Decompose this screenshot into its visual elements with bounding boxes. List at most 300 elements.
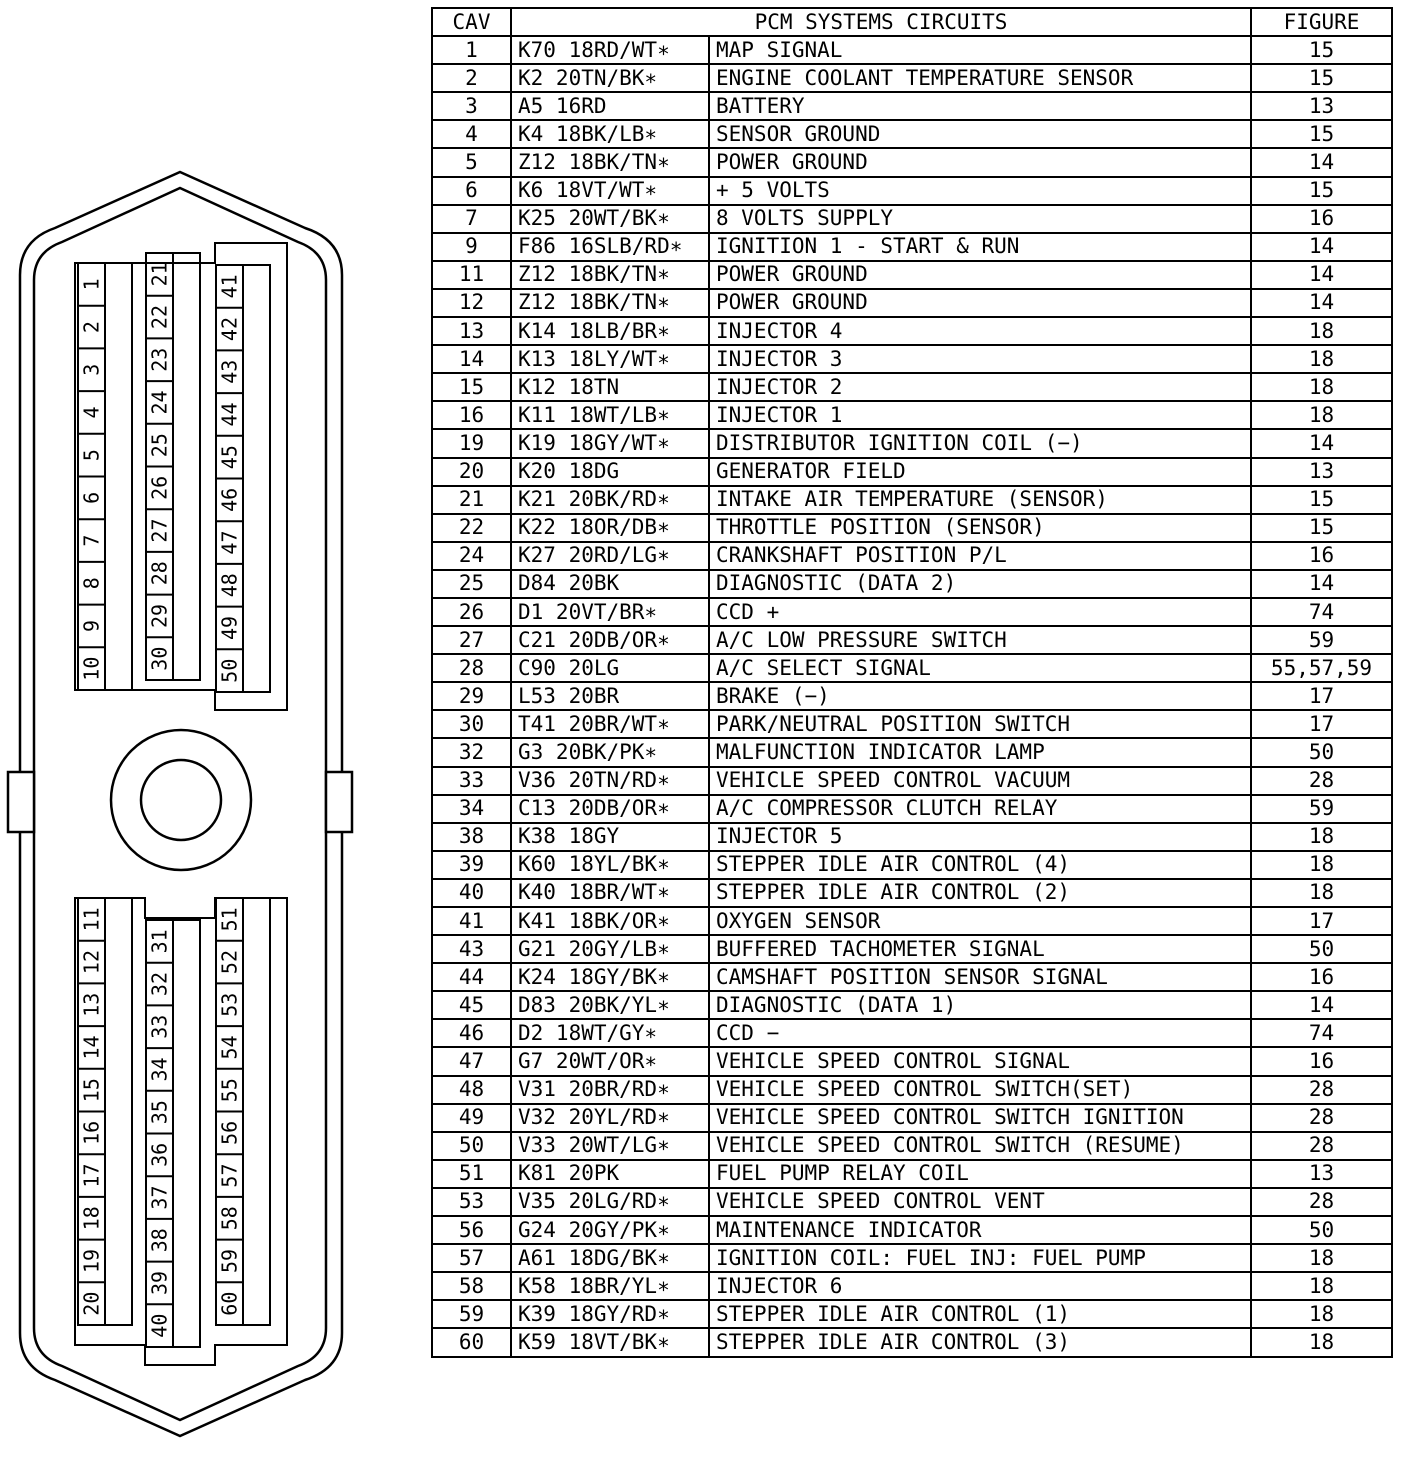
cell-figure: 18 — [1251, 1272, 1392, 1300]
cell-cav: 59 — [432, 1300, 511, 1328]
cell-wire-code: K22 18OR/DB∗ — [511, 514, 709, 542]
cell-circuit-description: CAMSHAFT POSITION SENSOR SIGNAL — [709, 963, 1251, 991]
table-row — [432, 177, 1392, 205]
cell-cav: 13 — [432, 317, 511, 345]
cavity-number-label: 34 — [147, 1057, 172, 1082]
cell-circuit-description: INTAKE AIR TEMPERATURE (SENSOR) — [709, 486, 1251, 514]
cell-circuit-description: INJECTOR 5 — [709, 823, 1251, 851]
cell-cav: 30 — [432, 710, 511, 738]
cell-wire-code: K19 18GY/WT∗ — [511, 429, 709, 457]
cavity-number-label: 50 — [217, 658, 242, 683]
table-row — [432, 1104, 1392, 1132]
cell-circuit-description: MAINTENANCE INDICATOR — [709, 1216, 1251, 1244]
table-row — [432, 233, 1392, 261]
cavity-number-label: 54 — [217, 1035, 242, 1060]
cell-wire-code: C13 20DB/OR∗ — [511, 795, 709, 823]
pin-block-bottom — [75, 898, 287, 1365]
cell-wire-code: V32 20YL/RD∗ — [511, 1104, 709, 1132]
cavity-number-label: 42 — [217, 317, 242, 342]
cell-circuit-description: A/C LOW PRESSURE SWITCH — [709, 626, 1251, 654]
cell-cav: 29 — [432, 682, 511, 710]
cell-circuit-description: INJECTOR 6 — [709, 1272, 1251, 1300]
cell-circuit-description: PARK/NEUTRAL POSITION SWITCH — [709, 710, 1251, 738]
table-row — [432, 907, 1392, 935]
table-row — [432, 935, 1392, 963]
pin-block-outline — [75, 243, 287, 710]
cell-figure: 18 — [1251, 1300, 1392, 1328]
cell-cav: 22 — [432, 514, 511, 542]
table-row — [432, 1188, 1392, 1216]
cell-circuit-description: VEHICLE SPEED CONTROL SWITCH(SET) — [709, 1076, 1251, 1104]
cell-circuit-description: DIAGNOSTIC (DATA 1) — [709, 991, 1251, 1019]
cavity-number-label: 9 — [79, 619, 104, 632]
cavity-number-label: 49 — [217, 615, 242, 640]
cell-figure: 74 — [1251, 598, 1392, 626]
cell-wire-code: K40 18BR/WT∗ — [511, 879, 709, 907]
cell-circuit-description: STEPPER IDLE AIR CONTROL (1) — [709, 1300, 1251, 1328]
cell-wire-code: A61 18DG/BK∗ — [511, 1244, 709, 1272]
cell-figure: 14 — [1251, 570, 1392, 598]
cell-wire-code: L53 20BR — [511, 682, 709, 710]
table-row — [432, 1272, 1392, 1300]
cell-wire-code: K25 20WT/BK∗ — [511, 205, 709, 233]
cavity-number-label: 40 — [147, 1313, 172, 1338]
cell-circuit-description: FUEL PUMP RELAY COIL — [709, 1160, 1251, 1188]
cell-wire-code: T41 20BR/WT∗ — [511, 710, 709, 738]
cell-cav: 19 — [432, 429, 511, 457]
cell-cav: 32 — [432, 738, 511, 766]
header-pcm-systems-circuits: PCM SYSTEMS CIRCUITS — [511, 8, 1251, 36]
table-row — [432, 205, 1392, 233]
cell-figure: 15 — [1251, 64, 1392, 92]
cell-figure: 50 — [1251, 935, 1392, 963]
cell-wire-code: G7 20WT/OR∗ — [511, 1047, 709, 1075]
table-row — [432, 1047, 1392, 1075]
cell-figure: 14 — [1251, 429, 1392, 457]
cavity-number-label: 5 — [79, 449, 104, 462]
cell-figure: 28 — [1251, 1104, 1392, 1132]
cavity-number-label: 13 — [79, 992, 104, 1017]
cell-wire-code: K6 18VT/WT∗ — [511, 177, 709, 205]
cavity-number-label: 60 — [217, 1291, 242, 1316]
cell-circuit-description: INJECTOR 1 — [709, 401, 1251, 429]
cavity-number-label: 8 — [79, 577, 104, 590]
cell-cav: 51 — [432, 1160, 511, 1188]
pin-block-outline — [75, 898, 287, 1365]
cell-wire-code: K70 18RD/WT∗ — [511, 36, 709, 64]
table-row — [432, 514, 1392, 542]
cell-circuit-description: STEPPER IDLE AIR CONTROL (3) — [709, 1328, 1251, 1356]
cell-figure: 18 — [1251, 317, 1392, 345]
cavity-number-label: 28 — [147, 561, 172, 586]
cell-wire-code: Z12 18BK/TN∗ — [511, 289, 709, 317]
table-row — [432, 851, 1392, 879]
table-row — [432, 682, 1392, 710]
cell-figure: 16 — [1251, 205, 1392, 233]
cell-cav: 40 — [432, 879, 511, 907]
cell-cav: 24 — [432, 542, 511, 570]
cavity-number-label: 57 — [217, 1163, 242, 1188]
cell-cav: 53 — [432, 1188, 511, 1216]
cavity-number-label: 45 — [217, 445, 242, 470]
cavity-number-label: 7 — [79, 534, 104, 547]
cell-figure: 13 — [1251, 1160, 1392, 1188]
cell-wire-code: K4 18BK/LB∗ — [511, 120, 709, 148]
cavity-number-label: 43 — [217, 359, 242, 384]
cell-cav: 34 — [432, 795, 511, 823]
cell-circuit-description: THROTTLE POSITION (SENSOR) — [709, 514, 1251, 542]
table-row — [432, 823, 1392, 851]
cavity-number-label: 4 — [79, 406, 104, 419]
cell-circuit-description: 8 VOLTS SUPPLY — [709, 205, 1251, 233]
cell-circuit-description: SENSOR GROUND — [709, 120, 1251, 148]
cavity-number-label: 22 — [147, 305, 172, 330]
cell-circuit-description: INJECTOR 2 — [709, 373, 1251, 401]
cell-cav: 44 — [432, 963, 511, 991]
table-row — [432, 401, 1392, 429]
cavity-number-label: 59 — [217, 1248, 242, 1273]
table-row — [432, 373, 1392, 401]
cell-figure: 18 — [1251, 1328, 1392, 1356]
cell-wire-code: K14 18LB/BR∗ — [511, 317, 709, 345]
cell-cav: 26 — [432, 598, 511, 626]
cell-figure: 74 — [1251, 1019, 1392, 1047]
cell-circuit-description: MALFUNCTION INDICATOR LAMP — [709, 738, 1251, 766]
pin-assignment-table — [431, 7, 1393, 1358]
cell-wire-code: G24 20GY/PK∗ — [511, 1216, 709, 1244]
connector-housing — [8, 172, 352, 1436]
table-row — [432, 795, 1392, 823]
cell-figure: 15 — [1251, 36, 1392, 64]
table-row — [432, 1216, 1392, 1244]
table-row — [432, 654, 1392, 682]
table-row — [432, 345, 1392, 373]
cell-circuit-description: POWER GROUND — [709, 261, 1251, 289]
cell-cav: 43 — [432, 935, 511, 963]
cavity-number-label: 55 — [217, 1078, 242, 1103]
cavity-number-label: 36 — [147, 1142, 172, 1167]
table-header-row — [432, 8, 1392, 36]
cell-wire-code: K12 18TN — [511, 373, 709, 401]
cell-circuit-description: POWER GROUND — [709, 289, 1251, 317]
cell-cav: 38 — [432, 823, 511, 851]
cavity-number-label: 10 — [79, 656, 104, 681]
cell-cav: 7 — [432, 205, 511, 233]
cell-figure: 13 — [1251, 458, 1392, 486]
cell-wire-code: A5 16RD — [511, 92, 709, 120]
cavity-number-label: 47 — [217, 530, 242, 555]
cavity-number-label: 53 — [217, 992, 242, 1017]
side-latch-right — [326, 772, 352, 832]
table-row — [432, 1244, 1392, 1272]
cell-figure: 28 — [1251, 1188, 1392, 1216]
cell-wire-code: Z12 18BK/TN∗ — [511, 148, 709, 176]
table-row — [432, 710, 1392, 738]
cavity-number-label: 25 — [147, 433, 172, 458]
cell-circuit-description: A/C COMPRESSOR CLUTCH RELAY — [709, 795, 1251, 823]
cell-wire-code: F86 16SLB/RD∗ — [511, 233, 709, 261]
cavity-number-label: 17 — [79, 1163, 104, 1188]
cell-circuit-description: GENERATOR FIELD — [709, 458, 1251, 486]
cell-circuit-description: IGNITION 1 - START & RUN — [709, 233, 1251, 261]
table-row — [432, 486, 1392, 514]
cell-cav: 5 — [432, 148, 511, 176]
cell-figure: 14 — [1251, 233, 1392, 261]
cell-cav: 58 — [432, 1272, 511, 1300]
cavity-number-label: 18 — [79, 1206, 104, 1231]
cell-wire-code: D1 20VT/BR∗ — [511, 598, 709, 626]
cell-figure: 15 — [1251, 514, 1392, 542]
cell-wire-code: K81 20PK — [511, 1160, 709, 1188]
cell-circuit-description: VEHICLE SPEED CONTROL SWITCH (RESUME) — [709, 1132, 1251, 1160]
table-body — [432, 36, 1392, 1356]
cavity-number-label: 33 — [147, 1014, 172, 1039]
cell-figure: 28 — [1251, 767, 1392, 795]
cavity-number-label: 1 — [79, 278, 104, 291]
cell-figure: 13 — [1251, 92, 1392, 120]
cell-cav: 20 — [432, 458, 511, 486]
table-row — [432, 991, 1392, 1019]
cell-cav: 33 — [432, 767, 511, 795]
table-row — [432, 458, 1392, 486]
cell-wire-code: D2 18WT/GY∗ — [511, 1019, 709, 1047]
table-row — [432, 738, 1392, 766]
cavity-number-label: 51 — [217, 907, 242, 932]
cell-cav: 49 — [432, 1104, 511, 1132]
cavity-number-label: 14 — [79, 1035, 104, 1060]
cell-wire-code: G3 20BK/PK∗ — [511, 738, 709, 766]
cell-circuit-description: INJECTOR 4 — [709, 317, 1251, 345]
cell-cav: 47 — [432, 1047, 511, 1075]
cell-figure: 18 — [1251, 879, 1392, 907]
cell-circuit-description: STEPPER IDLE AIR CONTROL (4) — [709, 851, 1251, 879]
cell-figure: 59 — [1251, 795, 1392, 823]
table-row — [432, 570, 1392, 598]
cell-figure: 18 — [1251, 823, 1392, 851]
cavity-number-label: 21 — [147, 262, 172, 287]
table-row — [432, 1328, 1392, 1356]
cavity-number-label: 44 — [217, 402, 242, 427]
table-row — [432, 767, 1392, 795]
cavity-number-label: 58 — [217, 1206, 242, 1231]
cell-circuit-description: VEHICLE SPEED CONTROL SIGNAL — [709, 1047, 1251, 1075]
cavity-number-label: 56 — [217, 1120, 242, 1145]
cell-figure: 18 — [1251, 1244, 1392, 1272]
cell-wire-code: K24 18GY/BK∗ — [511, 963, 709, 991]
cavity-number-label: 30 — [147, 646, 172, 671]
cell-wire-code: V36 20TN/RD∗ — [511, 767, 709, 795]
table-row — [432, 289, 1392, 317]
cavity-number-label: 3 — [79, 363, 104, 376]
cell-figure: 59 — [1251, 626, 1392, 654]
cell-circuit-description: VEHICLE SPEED CONTROL SWITCH IGNITION — [709, 1104, 1251, 1132]
cavity-number-label: 15 — [79, 1078, 104, 1103]
cell-cav: 2 — [432, 64, 511, 92]
cell-circuit-description: ENGINE COOLANT TEMPERATURE SENSOR — [709, 64, 1251, 92]
cell-figure: 16 — [1251, 963, 1392, 991]
table-row — [432, 963, 1392, 991]
cell-wire-code: D84 20BK — [511, 570, 709, 598]
cell-circuit-description: CRANKSHAFT POSITION P/L — [709, 542, 1251, 570]
cavity-number-label: 52 — [217, 950, 242, 975]
cell-circuit-description: VEHICLE SPEED CONTROL VENT — [709, 1188, 1251, 1216]
cell-wire-code: Z12 18BK/TN∗ — [511, 261, 709, 289]
side-latch-left — [8, 772, 34, 832]
cell-figure: 18 — [1251, 851, 1392, 879]
table-row — [432, 429, 1392, 457]
cell-figure: 28 — [1251, 1076, 1392, 1104]
cell-wire-code: K38 18GY — [511, 823, 709, 851]
table-row — [432, 317, 1392, 345]
table-row — [432, 36, 1392, 64]
cell-figure: 15 — [1251, 120, 1392, 148]
cell-cav: 11 — [432, 261, 511, 289]
table-row — [432, 148, 1392, 176]
cell-cav: 16 — [432, 401, 511, 429]
cell-cav: 4 — [432, 120, 511, 148]
cell-figure: 14 — [1251, 289, 1392, 317]
cavity-number-label: 31 — [147, 929, 172, 954]
cell-cav: 28 — [432, 654, 511, 682]
cell-figure: 55,57,59 — [1251, 654, 1392, 682]
cell-cav: 46 — [432, 1019, 511, 1047]
cavity-number-label: 41 — [217, 274, 242, 299]
table-row — [432, 64, 1392, 92]
cell-circuit-description: STEPPER IDLE AIR CONTROL (2) — [709, 879, 1251, 907]
cell-wire-code: V35 20LG/RD∗ — [511, 1188, 709, 1216]
table-row — [432, 1300, 1392, 1328]
cell-circuit-description: CCD − — [709, 1019, 1251, 1047]
cell-cav: 57 — [432, 1244, 511, 1272]
cell-wire-code: K60 18YL/BK∗ — [511, 851, 709, 879]
cell-circuit-description: BRAKE (−) — [709, 682, 1251, 710]
table-row — [432, 1019, 1392, 1047]
cell-figure: 17 — [1251, 710, 1392, 738]
cell-figure: 14 — [1251, 991, 1392, 1019]
cell-circuit-description: MAP SIGNAL — [709, 36, 1251, 64]
table-row — [432, 1132, 1392, 1160]
cell-figure: 14 — [1251, 148, 1392, 176]
cell-cav: 25 — [432, 570, 511, 598]
cavity-number-label: 19 — [79, 1248, 104, 1273]
cavity-number-label: 39 — [147, 1270, 172, 1295]
center-bolt-ring-outer — [111, 730, 251, 870]
cell-cav: 9 — [432, 233, 511, 261]
pin-block-top — [75, 243, 287, 710]
cell-wire-code: K11 18WT/LB∗ — [511, 401, 709, 429]
cell-cav: 50 — [432, 1132, 511, 1160]
cell-cav: 39 — [432, 851, 511, 879]
cell-cav: 1 — [432, 36, 511, 64]
cell-circuit-description: IGNITION COIL: FUEL INJ: FUEL PUMP — [709, 1244, 1251, 1272]
cell-circuit-description: POWER GROUND — [709, 148, 1251, 176]
cell-circuit-description: DIAGNOSTIC (DATA 2) — [709, 570, 1251, 598]
cell-cav: 6 — [432, 177, 511, 205]
cell-wire-code: K21 20BK/RD∗ — [511, 486, 709, 514]
cell-figure: 18 — [1251, 373, 1392, 401]
table-row — [432, 1076, 1392, 1104]
cell-cav: 21 — [432, 486, 511, 514]
table-row — [432, 1160, 1392, 1188]
cell-cav: 60 — [432, 1328, 511, 1356]
cell-circuit-description: + 5 VOLTS — [709, 177, 1251, 205]
cell-wire-code: K39 18GY/RD∗ — [511, 1300, 709, 1328]
cell-wire-code: V33 20WT/LG∗ — [511, 1132, 709, 1160]
table-row — [432, 879, 1392, 907]
cell-cav: 27 — [432, 626, 511, 654]
table-row — [432, 542, 1392, 570]
cavity-number-label: 6 — [79, 491, 104, 504]
cell-wire-code: C21 20DB/OR∗ — [511, 626, 709, 654]
cell-figure: 16 — [1251, 542, 1392, 570]
cell-figure: 17 — [1251, 682, 1392, 710]
cell-cav: 12 — [432, 289, 511, 317]
cell-circuit-description: BATTERY — [709, 92, 1251, 120]
table-row — [432, 92, 1392, 120]
cell-wire-code: K59 18VT/BK∗ — [511, 1328, 709, 1356]
cell-figure: 14 — [1251, 261, 1392, 289]
cell-figure: 17 — [1251, 907, 1392, 935]
table-row — [432, 626, 1392, 654]
cell-figure: 15 — [1251, 177, 1392, 205]
cell-circuit-description: VEHICLE SPEED CONTROL VACUUM — [709, 767, 1251, 795]
connector-diagram — [0, 0, 420, 1464]
cell-wire-code: G21 20GY/LB∗ — [511, 935, 709, 963]
cell-figure: 50 — [1251, 738, 1392, 766]
cavity-number-label: 11 — [79, 907, 104, 932]
cell-circuit-description: INJECTOR 3 — [709, 345, 1251, 373]
cell-cav: 15 — [432, 373, 511, 401]
cell-cav: 48 — [432, 1076, 511, 1104]
table-row — [432, 120, 1392, 148]
cell-wire-code: C90 20LG — [511, 654, 709, 682]
cell-wire-code: K13 18LY/WT∗ — [511, 345, 709, 373]
cavity-number-label: 32 — [147, 972, 172, 997]
cavity-number-label: 16 — [79, 1120, 104, 1145]
cell-figure: 18 — [1251, 345, 1392, 373]
cell-circuit-description: OXYGEN SENSOR — [709, 907, 1251, 935]
cavity-number-label: 46 — [217, 487, 242, 512]
cell-wire-code: K2 20TN/BK∗ — [511, 64, 709, 92]
cell-figure: 50 — [1251, 1216, 1392, 1244]
cell-cav: 41 — [432, 907, 511, 935]
table-row — [432, 261, 1392, 289]
cell-wire-code: D83 20BK/YL∗ — [511, 991, 709, 1019]
cell-figure: 18 — [1251, 401, 1392, 429]
cell-figure: 16 — [1251, 1047, 1392, 1075]
cavity-number-label: 29 — [147, 603, 172, 628]
cell-figure: 15 — [1251, 486, 1392, 514]
cavity-number-label: 38 — [147, 1228, 172, 1253]
cell-cav: 3 — [432, 92, 511, 120]
cell-wire-code: K27 20RD/LG∗ — [511, 542, 709, 570]
cavity-number-label: 26 — [147, 475, 172, 500]
cell-cav: 45 — [432, 991, 511, 1019]
cavity-number-label: 48 — [217, 573, 242, 598]
cavity-number-label: 24 — [147, 390, 172, 415]
cell-wire-code: V31 20BR/RD∗ — [511, 1076, 709, 1104]
cavity-number-label: 27 — [147, 518, 172, 543]
cell-wire-code: K20 18DG — [511, 458, 709, 486]
cavity-number-label: 20 — [79, 1291, 104, 1316]
cell-circuit-description: BUFFERED TACHOMETER SIGNAL — [709, 935, 1251, 963]
cavity-number-label: 23 — [147, 347, 172, 372]
table-row — [432, 598, 1392, 626]
cavity-number-label: 12 — [79, 950, 104, 975]
cavity-number-label: 2 — [79, 321, 104, 334]
cavity-number-label: 35 — [147, 1100, 172, 1125]
cell-wire-code: K41 18BK/OR∗ — [511, 907, 709, 935]
